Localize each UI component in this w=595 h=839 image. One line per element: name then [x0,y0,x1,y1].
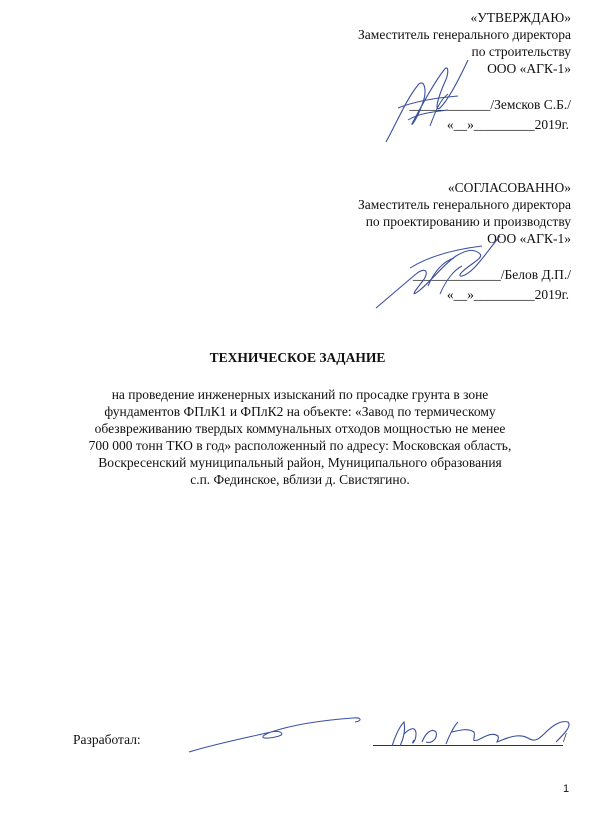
agreement-block [358,179,571,303]
description-line: обезвреживанию твердых коммунальных отходов мощностью не менее [94,421,506,436]
agreement-heading: «СОГЛАСОВАННО» [447,180,571,195]
approval-signature-line: ____________/Земсков С.Б./ [409,97,571,112]
description-line: фундаментов ФПлК1 и ФПлК2 на объекте: «Завод по термическому [104,404,496,419]
agreement-position-line1: Заместитель генерального директора [358,197,571,212]
agreement-company: ООО «АГК-1» [487,231,571,246]
developer-label: Разработал: [73,732,141,747]
agreement-signature-line: _____________/Белов Д.П./ [413,267,571,282]
approval-heading: «УТВЕРЖДАЮ» [470,10,571,25]
approval-company: ООО «АГК-1» [487,61,571,76]
developer-slash: / [563,730,567,745]
document-description [60,386,540,488]
developer-scribble-icon [185,708,385,758]
approval-date-line: «__»_________2019г. [446,117,569,132]
agreement-position-line2: по проектированию и производству [365,214,571,229]
approval-block [358,9,571,133]
description-line: на проведение инженерных изысканий по просадке грунта в зоне [111,387,489,402]
page-number: 1 [563,783,570,795]
description-line: Воскресенский муниципальный район, Муниципального образования [98,455,502,470]
approval-position-line1: Заместитель генерального директора [358,27,571,42]
approval-position-line2: по строительству [471,44,571,59]
developer-signature-line [373,731,563,746]
document-title: ТЕХНИЧЕСКОЕ ЗАДАНИЕ [209,350,386,365]
description-line: с.п. Фединское, вблизи д. Свистягино. [190,472,410,487]
description-line: 700 000 тонн ТКО в год» расположенный по адресу: Московская область, [88,438,512,453]
agreement-date-line: «__»_________2019г. [446,287,569,302]
